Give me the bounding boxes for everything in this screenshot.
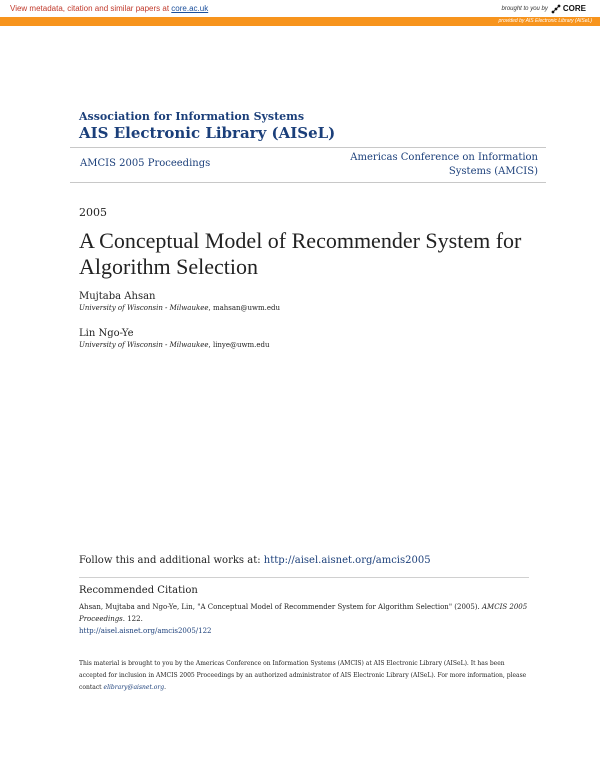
- conference-link[interactable]: Americas Conference on Information Systems (AMCIS): [350, 152, 538, 177]
- author-name: Mujtaba Ahsan: [79, 291, 156, 302]
- core-brought-by[interactable]: [502, 3, 587, 15]
- footer-note: [79, 658, 529, 694]
- brought-by-text: brought to you by: [501, 6, 548, 12]
- organization-header[interactable]: [79, 110, 335, 142]
- recommended-citation-body: [79, 601, 529, 637]
- citation-link[interactable]: http://aisel.aisnet.org/amcis2005/122: [79, 627, 212, 635]
- divider: [79, 577, 529, 578]
- author-institution: University of Wisconsin - Milwaukee: [79, 341, 209, 349]
- follow-works: [79, 555, 431, 566]
- core-metadata-text: View metadata, citation and similar papers at: [10, 4, 172, 13]
- org-name[interactable]: Association for Information Systems: [79, 110, 305, 123]
- proceedings-link[interactable]: AMCIS 2005 Proceedings: [80, 158, 211, 169]
- author-affiliation: [79, 340, 270, 351]
- footer-text: This material is brought to you by the Americas Conference on Information Systems (AMCIS) at AIS Electronic Library (AISeL). It has been accepted for inclusion in AMCIS 2005 Proceedings by an authorized administrator of AIS Electronic Library (AISeL). For more information, please contact: [79, 660, 527, 691]
- library-name[interactable]: AIS Electronic Library (AISeL): [79, 124, 336, 142]
- author-name: Lin Ngo-Ye: [79, 328, 134, 339]
- publication-year: 2005: [79, 206, 107, 219]
- follow-text: Follow this and additional works at:: [79, 555, 264, 566]
- author-email[interactable]: , linye@uwm.edu: [208, 341, 270, 349]
- citation-text: Ahsan, Mujtaba and Ngo-Ye, Lin, "A Conceptual Model of Recommender System for Algorithm Selection" (2005).: [79, 603, 482, 611]
- proceedings-bar: [70, 147, 546, 183]
- citation-end: . 122.: [122, 615, 143, 623]
- core-logo-text: CORE: [562, 4, 586, 13]
- author-email[interactable]: , mahsan@uwm.edu: [208, 304, 281, 312]
- follow-link[interactable]: http://aisel.aisnet.org/amcis2005: [263, 555, 431, 566]
- core-stripe: [0, 17, 600, 26]
- author-institution: University of Wisconsin - Milwaukee: [79, 304, 209, 312]
- provided-by-text: provided by AIS Electronic Library (AISeL): [498, 18, 592, 24]
- citation-proceedings: AMCIS 2005 Proceedings: [79, 603, 528, 623]
- core-logo[interactable]: [551, 3, 586, 15]
- contact-email-link[interactable]: elibrary@aisnet.org: [103, 684, 165, 691]
- recommended-citation-heading: Recommended Citation: [79, 585, 198, 596]
- core-metadata-notice: [0, 0, 218, 17]
- author-block: [79, 327, 270, 351]
- core-link[interactable]: core.ac.uk: [171, 4, 209, 13]
- author-block: [79, 290, 280, 314]
- author-affiliation: [79, 303, 280, 314]
- paper-title: A Conceptual Model of Recommender System for Algorithm Selection: [79, 228, 522, 279]
- core-header-bar: [0, 0, 600, 27]
- footer-end: .: [164, 684, 166, 691]
- core-logo-icon: [551, 4, 561, 14]
